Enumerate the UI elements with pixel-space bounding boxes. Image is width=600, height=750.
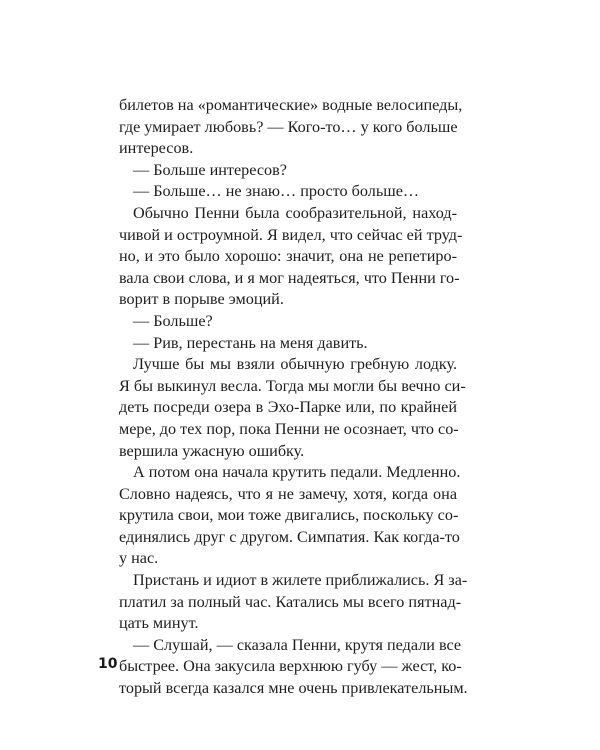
text-line: интересов. xyxy=(119,139,194,158)
text-line: деть посреди озера в Эхо-Парке или, по крайней xyxy=(119,398,457,417)
text-line: Я бы выкинул весла. Тогда мы могли бы вечно си- xyxy=(119,376,466,395)
text-line: — Больше интересов? xyxy=(133,160,287,179)
text-line: Лучше бы мы взяли обычную гребную лодку. xyxy=(133,355,457,374)
text-line: но, и это было хорошо: значит, она не репетиро- xyxy=(119,247,457,266)
text-line: где умирает любовь? — Кого-то… у кого больше xyxy=(119,117,458,136)
text-line: единялись друг с другом. Симпатия. Как когда-то xyxy=(119,527,460,546)
text-line: цать минут. xyxy=(119,614,199,633)
text-line: — Рив, перестань на меня давить. xyxy=(133,333,368,352)
page-number: 10 xyxy=(98,656,118,672)
text-line: крутила свои, мои тоже двигались, поскольку со- xyxy=(119,506,459,525)
text-line: быстрее. Она закусила верхнюю губу — жест, ко- xyxy=(119,657,462,676)
text-line: — Слушай, — сказала Пенни, крутя педали все xyxy=(133,635,462,654)
text-line: торый всегда казался мне очень привлекательным. xyxy=(119,679,468,698)
text-line: билетов на «романтические» водные велосипеды, xyxy=(119,96,463,114)
text-line: чивой и остроумной. Я видел, что сейчас ей труд- xyxy=(119,225,463,244)
text-line: — Больше… не знаю… просто больше… xyxy=(133,182,420,201)
text-line: мере, до тех пор, пока Пенни не осознает, что со- xyxy=(119,419,459,438)
page-text xyxy=(119,95,468,700)
text-line: Словно надеясь, что я не замечу, хотя, когда она xyxy=(119,484,457,503)
text-line: Обычно Пенни была сообразительной, наход- xyxy=(133,203,457,222)
text-line: ворит в порыве эмоций. xyxy=(119,290,284,309)
text-line: А потом она начала крутить педали. Медленно. xyxy=(133,463,461,482)
text-line: вала свои слова, и я мог надеяться, что Пенни го- xyxy=(119,268,460,287)
text-line: Пристань и идиот в жилете приближались. Я за- xyxy=(133,571,468,590)
text-line: у нас. xyxy=(119,549,159,568)
text-line: — Больше? xyxy=(133,311,213,330)
text-line: вершила ужасную ошибку. xyxy=(119,441,305,460)
text-line: платил за полный час. Катались мы всего пятнад- xyxy=(119,592,462,611)
